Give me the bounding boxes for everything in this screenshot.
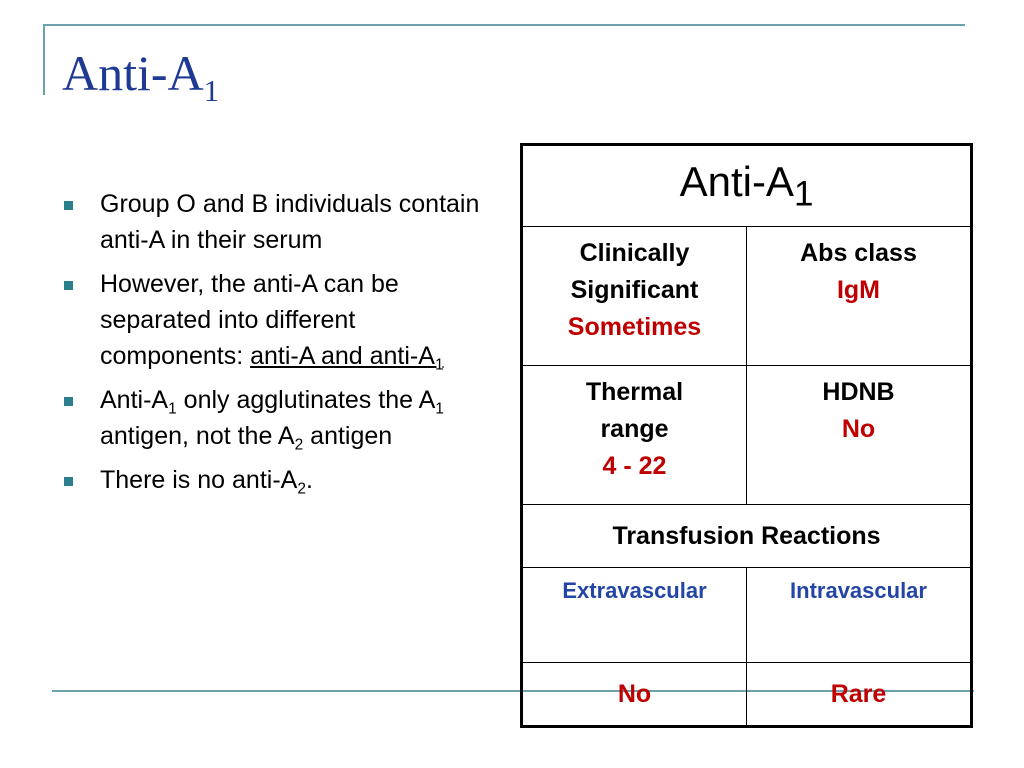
- table-header-cell: [522, 145, 972, 227]
- cell-value: IgM: [836, 276, 881, 304]
- antibody-table: [520, 143, 973, 728]
- bullet-text: [100, 386, 444, 454]
- cell-label: Abs class: [800, 239, 917, 267]
- table-row: [522, 663, 972, 727]
- square-bullet-icon: [64, 397, 73, 406]
- reaction-type-cell: Extravascular: [522, 568, 747, 663]
- underlined-text-subscript: 1: [434, 356, 444, 374]
- table-row: [522, 568, 972, 663]
- transfusion-reactions-header: Transfusion Reactions: [522, 505, 972, 568]
- bullet-item: [62, 266, 502, 374]
- table-row: [522, 366, 972, 505]
- cell-value: Sometimes: [567, 313, 702, 341]
- square-bullet-icon: [64, 281, 73, 290]
- slide-title: [62, 45, 220, 108]
- bullet-item: [62, 186, 502, 258]
- frame-left-line: [43, 24, 45, 95]
- clinical-significance-cell: [522, 227, 747, 366]
- bullet-subscript: 2: [294, 436, 304, 454]
- slide-title-main: Anti-A: [62, 45, 204, 101]
- bullet-subscript: 1: [168, 400, 177, 418]
- bullet-text: [100, 466, 313, 498]
- table-row: [522, 505, 972, 568]
- bullet-subscript: 1: [435, 400, 444, 418]
- reaction-value-cell: Rare: [747, 663, 972, 727]
- bullet-text-part: There is no anti-A: [100, 466, 298, 494]
- cell-label: range: [600, 415, 669, 443]
- bullet-text-part: antigen: [303, 422, 393, 450]
- bullet-subscript: 2: [297, 480, 306, 498]
- underlined-text: [250, 342, 444, 374]
- bullet-item: [62, 462, 502, 498]
- square-bullet-icon: [64, 201, 73, 210]
- bullet-text: [100, 270, 444, 374]
- underlined-text-main: anti-A and anti-A: [250, 342, 435, 370]
- bullet-text-part: antigen, not the A: [100, 422, 295, 450]
- bullet-text-part: Anti-A: [100, 386, 169, 414]
- reaction-type-cell: Intravascular: [747, 568, 972, 663]
- bullet-text-part: However, the anti-A can be separated into different components:: [100, 270, 399, 370]
- table-row: [522, 227, 972, 366]
- bullet-item: [62, 382, 502, 454]
- bullet-list: [62, 186, 502, 506]
- table-row: [522, 145, 972, 227]
- bullet-text-part: .: [305, 466, 313, 494]
- square-bullet-icon: [64, 477, 73, 486]
- slide-title-subscript: 1: [203, 72, 220, 108]
- reaction-value-cell: No: [522, 663, 747, 727]
- table-header-subscript: 1: [793, 174, 814, 214]
- hdnb-cell: [747, 366, 972, 505]
- cell-value: No: [841, 415, 876, 443]
- cell-label: Thermal: [585, 378, 684, 406]
- cell-label: Clinically: [579, 239, 690, 267]
- cell-label: Significant: [570, 276, 699, 304]
- thermal-range-cell: [522, 366, 747, 505]
- frame-top-line: [43, 24, 965, 26]
- cell-label: HDNB: [822, 378, 895, 406]
- bullet-text-part: only agglutinates the A: [176, 386, 436, 414]
- antibody-class-cell: [747, 227, 972, 366]
- cell-value: 4 - 22: [602, 452, 667, 480]
- table-header-main: Anti-A: [679, 157, 794, 205]
- bullet-text: Group O and B individuals contain anti-A in their serum: [100, 190, 480, 254]
